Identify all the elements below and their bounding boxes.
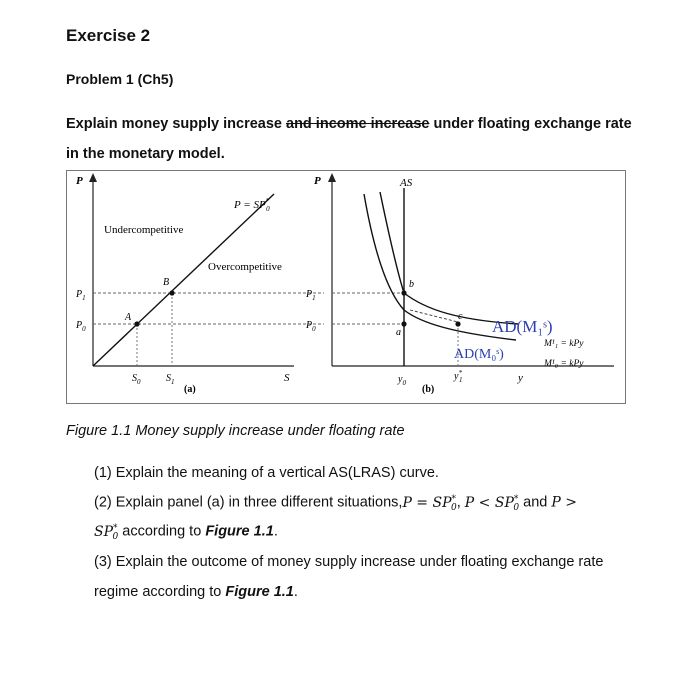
point-b-b-dot <box>401 290 406 295</box>
p0-right-label: $P_0$ <box>306 320 316 333</box>
q3-line2-end: . <box>293 584 298 600</box>
y1-label: y* 1 <box>454 369 463 384</box>
panel-a-caption: (a) <box>184 384 196 395</box>
as-label: AS <box>400 177 413 189</box>
handwritten-ad-m0: AD(M₀ˢ) <box>454 347 504 362</box>
panel-b-x-label: y <box>518 372 523 384</box>
p1-label: $P_1$ <box>76 289 86 302</box>
point-b-label: B <box>163 277 170 288</box>
point-c-dot <box>455 321 460 326</box>
handwritten-ad-m1: AD(M₁ˢ) <box>492 317 553 336</box>
question-1: (1) Explain the meaning of a vertical AS(LRAS) curve. <box>94 465 439 481</box>
exercise-heading: Exercise 2 <box>66 26 151 45</box>
figure-caption: Figure 1.1 Money supply increase under floating rate <box>66 423 405 439</box>
panel-a-y-label: P <box>76 175 83 187</box>
panel-b-y-label: P <box>314 175 321 187</box>
p0-label: $P_0$ <box>76 320 86 333</box>
panel-a-x-label: S <box>284 372 290 384</box>
q2-figure-ref: Figure 1.1 <box>205 523 274 540</box>
point-b-dot <box>169 290 174 295</box>
figure-svg <box>66 170 626 404</box>
question-3-line-2 <box>94 584 298 600</box>
panel-b-caption: (b) <box>422 384 435 395</box>
q2-condition-equal: $P = SP^*_0$ <box>402 494 457 514</box>
q3-figure-ref: Figure 1.1 <box>225 584 294 600</box>
undercompetitive-label: Undercompetitive <box>104 224 184 236</box>
q2-line2-math: $SP^*_0$ <box>94 523 119 543</box>
figure-1-1 <box>66 170 626 404</box>
q2-line2-text: according to <box>118 523 206 540</box>
point-c-label: c <box>458 311 463 322</box>
y0-label: $y_0$ <box>398 374 406 387</box>
q2-and: and <box>523 494 548 511</box>
question-2-text: (2) Explain panel (a) in three different situations, <box>94 494 403 511</box>
prompt-line-2: in the monetary model. <box>66 146 225 162</box>
m0-equation: M¹₀ = kPy <box>544 359 584 369</box>
problem-heading: Problem 1 (Ch5) <box>66 71 174 87</box>
point-b-b-label: b <box>409 279 414 290</box>
figure-border <box>67 171 626 404</box>
point-a-label: A <box>125 312 132 323</box>
prompt-struck-text: and income increase <box>286 116 430 132</box>
m1-equation: M¹₁ = kPy <box>544 339 584 349</box>
parity-line-label: P = SP* 0 <box>234 197 270 213</box>
question-2-line-2 <box>94 523 278 542</box>
prompt-part2: under floating exchange rate <box>429 116 632 132</box>
s0-label: $S_0$ <box>132 373 141 386</box>
overcompetitive-label: Overcompetitive <box>208 261 282 273</box>
prompt-line-1 <box>66 116 632 132</box>
question-3-line-1: (3) Explain the outcome of money supply increase under floating exchange rate <box>94 554 604 570</box>
point-a-b-label: a <box>396 327 401 338</box>
s1-label: $S_1$ <box>166 373 175 386</box>
q3-line2-text: regime according to <box>94 584 226 600</box>
point-a-dot <box>134 321 139 326</box>
q2-condition-less: $P < SP^*_0$ <box>464 494 520 514</box>
q2-condition-greater: P > <box>551 494 577 511</box>
point-a-b-dot <box>401 321 406 326</box>
p1-right-label: $P_1$ <box>306 289 316 302</box>
question-2-line-1: (2) Explain panel (a) in three different situations,P = $SP^*_0$, $P < SP^*_0$ and P > <box>94 494 577 514</box>
q2-line2-end: . <box>273 523 278 540</box>
prompt-part1: Explain money supply increase <box>66 116 286 132</box>
